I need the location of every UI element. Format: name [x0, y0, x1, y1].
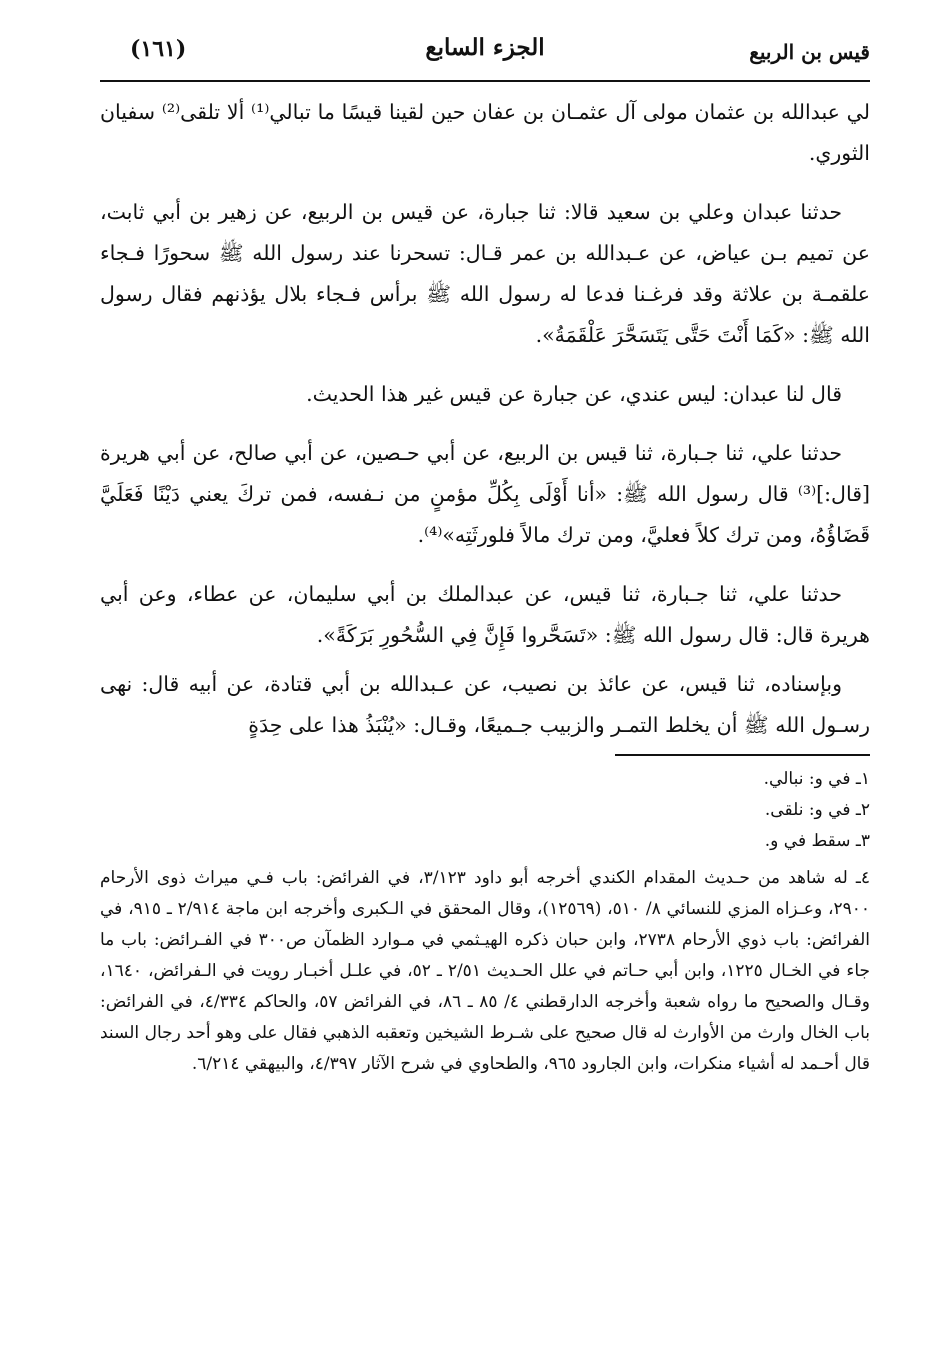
main-text: [100, 92, 870, 746]
page-header: [100, 28, 870, 82]
page-number: (١٦١): [130, 36, 187, 62]
footnote: ٤ـ له شاهد من حـديث المقدام الكندي أخرجه أبو داود ٣/١٢٣، في الفرائض: باب فـي ميراث ذوى الأرحام ٢٩٠٠، وعـزاه المزي للنسائي ٨/ ٥١٠، (١٢٥٦٩)، وقال المحقق في الـكبرى وأخرجه ابن ماجة ٢/٩١٤ ـ ٩١٥، في الفرائض: باب ذوي الأرحام ٢٧٣٨، وابن حبان ذكره الهيـثمي في مـوارد الظمآن ص٣٠٠ في الفـرائض: باب ما جاء في الخـال ١٢٢٥، وابن أبي حـاتم في علل الحـديث ٢/٥١ ـ ٥٢، في علـل أخبـار رويت في الـفرائض، ١٦٤٠، وقـال والصحيح ما رواه شعبة وأخرجه الدارقطني ٤/ ٨٥ ـ ٨٦، في الفرائض ٥٧، والحاكم ٤/٣٣٤، في الفرائض: باب الخال وارث من الأوارث له قال صحيح على شـرط الشيخين وتعقبه الذهبي فقال على وهو أحد رجال السند قال أحـمد له أشياء منكرات، وابن الجارود ٩٦٥، والطحاوي في شرح الآثار ٤/٣٩٧، والبيهقي ٦/٢١٤.: [100, 868, 871, 1074]
footnote-separator: [615, 754, 870, 756]
footnotes: [100, 764, 870, 1080]
paragraph: لي عبدالله بن عثمان مولى آل عثمـان بن عفان حين لقينا قيسًا ما تبالي⁽¹⁾ ألا تلقى⁽²⁾ سفيان الثوري.: [100, 100, 870, 165]
book-page: [100, 28, 870, 1348]
paragraph: حدثنا علي، ثنا جـبارة، ثنا قيس، عن عبدالملك بن أبي سليمان، عن عطاء، وعن أبي هريرة قال: قال رسول الله ﷺ: «تَسَحَّروا فَإِنَّ فِي السُّحُورِ بَرَكَةً».: [100, 582, 870, 647]
part-title: الجزء السابع: [425, 34, 545, 61]
book-title: قيس بن الربيع: [749, 40, 870, 64]
footnote: ٢ـ في و: نلقى.: [764, 800, 870, 820]
paragraph: قال لنا عبدان: ليس عندي، عن جبارة عن قيس غير هذا الحديث.: [306, 382, 842, 406]
paragraph: وبإسناده، ثنا قيس، عن عائذ بن نصيب، عن عـبدالله بن أبي قتادة، عن أبيه قال: نهى رسـول الله ﷺ أن يخلط التمـر والزبيب جـميعًا، وقـال: «يُنْبَذُ هذا على حِدَةٍ: [100, 672, 870, 737]
footnote: ١ـ في و: نبالي.: [763, 769, 870, 789]
paragraph: حدثنا علي، ثنا جـبارة، ثنا قيس بن الربيع، عن أبي حـصين، عن أبي صالح، عن أبي هريرة [قال:]⁽³⁾ قال رسول الله ﷺ: «أنا أَوْلَى بِكُلِّ مؤمنٍ من نـفسه، فمن تركَ يعني دَيْنًا فَعَلَيَّ قَضَاؤُهُ، ومن ترك كلاً فعليَّ، ومن ترك مالاً فلورثَتِه»⁽⁴⁾.: [100, 441, 870, 547]
footnote: ٣ـ سقط في و.: [764, 831, 870, 851]
paragraph: حدثنا عبدان وعلي بن سعيد قالا: ثنا جبارة، عن قيس بن الربيع، عن زهير بن أبي ثابت، عن تميم بـن عياض، عن عـبدالله بن عمر قـال: تسحرنا عند رسول الله ﷺ سحورًا فـجاء علقمـة بن علاثة وقد فرغـنا فدعا له رسول الله ﷺ برأس فـجاء بلال يؤذنهم فقال رسول الله ﷺ: «كَمَا أَنْتَ حَتَّى يَتَسَحَّرَ عَلْقَمَةُ».: [100, 200, 870, 347]
